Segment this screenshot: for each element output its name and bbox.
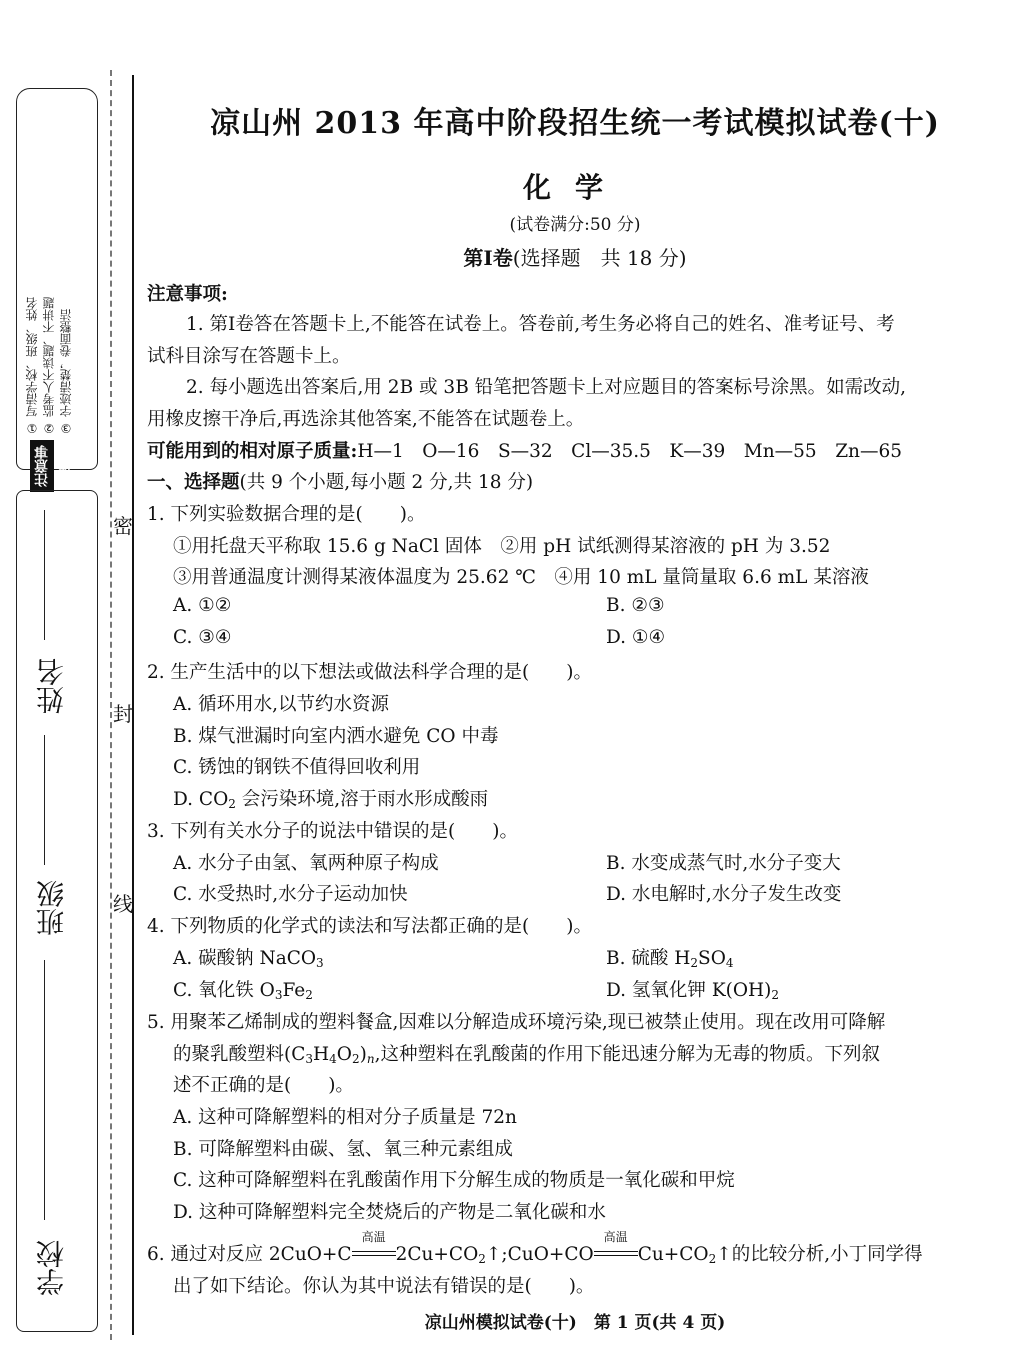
q3-option-b[interactable]: B. 水变成蒸气时,水分子变大	[606, 853, 841, 874]
high-temp-equals-2	[594, 1230, 638, 1265]
note-2a: 2. 每小题选出答案后,用 2B 或 3B 铅笔把答题卡上对应题目的答案标号涂黑。如需改动,	[186, 377, 907, 398]
q6-sub-1: 2	[478, 1252, 486, 1266]
q5-formula-b: H	[313, 1044, 330, 1065]
seal-char-feng: 封	[113, 702, 133, 726]
note-1a: 1. 第Ⅰ卷答在答题卡上,不能答在试卷上。答卷前,考生务必将自己的姓名、准考证号、考	[186, 314, 895, 335]
q1-option-a[interactable]: A. ①②	[173, 595, 232, 616]
q2-option-d[interactable]	[173, 785, 488, 811]
notice-items: ① 写清学校、班级、姓名 ② 监考人不读题、不讲题 ③ 字迹清楚，卷面整洁	[25, 297, 73, 435]
part-label: 第Ⅰ卷	[463, 246, 513, 270]
q5-sub-3: 2	[351, 1052, 360, 1066]
q5-sub-n: n	[366, 1052, 375, 1066]
subject-title: 化学	[522, 171, 627, 204]
equals-sign-2	[594, 1251, 638, 1256]
name-label: 姓名	[35, 658, 68, 714]
q5-sub-1: 3	[305, 1052, 314, 1066]
q4-b-sub-1: 2	[690, 956, 699, 970]
q4-d-sub: 2	[771, 988, 780, 1002]
q3-option-c[interactable]: C. 水受热时,水分子运动加快	[173, 884, 408, 905]
q6-text-5: ↑的比较分析,小丁同学得	[716, 1244, 923, 1265]
atomic-mass-line	[147, 437, 902, 463]
q2-option-b[interactable]: B. 煤气泄漏时向室内洒水避免 CO 中毒	[173, 726, 499, 747]
q5-stem-1: 5. 用聚苯乙烯制成的塑料餐盒,因难以分解造成环境污染,现已被禁止使用。现在改用可降解	[147, 1012, 886, 1033]
q1-stem: 1. 下列实验数据合理的是( )。	[147, 504, 426, 525]
q1-statements-2: ③用普通温度计测得某液体温度为 25.62 ℃ ④用 10 mL 量筒量取 6.6 mL 某溶液	[173, 567, 869, 588]
seal-char-xian: 线	[113, 892, 133, 916]
seal-char-mi: 密	[113, 514, 133, 538]
q4-b-text-2: SO	[698, 948, 726, 969]
q1-option-c[interactable]: C. ③④	[173, 627, 232, 648]
q6-text-3: ↑;CuO+CO	[485, 1244, 594, 1265]
q3-stem: 3. 下列有关水分子的说法中错误的是( )。	[147, 821, 518, 842]
q5-formula-d: )	[359, 1044, 367, 1065]
atomic-mass-label: 可能用到的相对原子质量:	[147, 441, 358, 462]
q2-option-c[interactable]: C. 锈蚀的钢铁不值得回收利用	[173, 757, 421, 778]
equals-sign-1	[352, 1251, 396, 1256]
q4-c-text-1: C. 氧化铁 O	[173, 980, 275, 1001]
high-temp-equals-1	[352, 1230, 396, 1265]
q2-d-text-1: D. CO	[173, 789, 229, 810]
q2-stem: 2. 生产生活中的以下想法或做法科学合理的是( )。	[147, 662, 592, 683]
q3-option-a[interactable]: A. 水分子由氢、氧两种原子构成	[173, 853, 439, 874]
q4-d-text: D. 氢氧化钾 K(OH)	[606, 980, 772, 1001]
note-2b: 用橡皮擦干净后,再选涂其他答案,不能答在试题卷上。	[147, 409, 585, 430]
q1-option-b[interactable]: B. ②③	[606, 595, 665, 616]
q5-formula-a: 的聚乳酸塑料(C	[173, 1044, 306, 1065]
q4-option-d[interactable]	[606, 976, 779, 1002]
q4-option-b[interactable]	[606, 944, 734, 970]
name-fill-line[interactable]	[44, 510, 45, 640]
class-fill-line-top	[44, 735, 45, 865]
q5-option-d[interactable]: D. 这种可降解塑料完全焚烧后的产物是二氧化碳和水	[173, 1202, 606, 1223]
section-desc: (共 9 个小题,每小题 2 分,共 18 分)	[239, 472, 534, 493]
q4-stem: 4. 下列物质的化学式的读法和写法都正确的是( )。	[147, 916, 592, 937]
class-fill-line[interactable]	[44, 960, 45, 1220]
high-temp-label-1: 高温	[361, 1230, 386, 1244]
q6-stem-2: 出了如下结论。你认为其中说法有错误的是( )。	[173, 1276, 595, 1297]
q4-option-a[interactable]	[173, 944, 324, 970]
q5-option-c[interactable]: C. 这种可降解塑料在乳酸菌作用下分解生成的物质是一氧化碳和甲烷	[173, 1170, 735, 1191]
section-title	[147, 468, 533, 494]
q6-stem-1	[147, 1230, 923, 1266]
q6-sub-2: 2	[708, 1252, 717, 1266]
section-label: 一、选择题	[147, 472, 240, 493]
q1-option-d[interactable]: D. ①④	[606, 627, 666, 648]
q4-c-sub-2: 2	[305, 988, 313, 1002]
notice-tab: 注意事项	[30, 440, 54, 492]
q5-stem-3: 述不正确的是( )。	[173, 1075, 354, 1096]
school-label: 学校	[35, 1240, 68, 1296]
q2-d-sub: 2	[228, 797, 236, 811]
notes-heading: 注意事项:	[147, 284, 228, 305]
atomic-mass-values: H—1 O—16 S—32 Cl—35.5 K—39 Mn—55 Zn—65	[357, 441, 903, 462]
q5-sub-2: 4	[329, 1052, 337, 1066]
q4-b-sub-2: 4	[725, 956, 734, 970]
high-temp-label-2: 高温	[603, 1230, 628, 1244]
class-label: 班级	[35, 880, 68, 936]
part-title	[160, 242, 990, 271]
q6-text-2: 2Cu+CO	[395, 1244, 479, 1265]
note-1b: 试科目涂写在答题卡上。	[147, 346, 351, 367]
q6-text-4: Cu+CO	[637, 1244, 709, 1265]
q2-d-text-2: 会污染环境,溶于雨水形成酸雨	[235, 789, 489, 810]
page-footer: 凉山州模拟试卷(十) 第 1 页(共 4 页)	[424, 1313, 726, 1333]
q4-a-text: A. 碳酸钠 NaCO	[173, 948, 317, 969]
exam-title: 凉山州 2013 年高中阶段招生统一考试模拟试卷(十)	[210, 106, 940, 141]
q1-statements-1: ①用托盘天平称取 15.6 g NaCl 固体 ②用 pH 试纸测得某溶液的 pH 为 3.52	[173, 536, 831, 557]
q5-formula-c: O	[336, 1044, 352, 1065]
q4-b-text-1: B. 硫酸 H	[606, 948, 691, 969]
q2-option-a[interactable]: A. 循环用水,以节约水资源	[173, 694, 390, 715]
q4-option-c[interactable]	[173, 976, 313, 1002]
q6-text-1: 6. 通过对反应 2CuO+C	[147, 1244, 352, 1265]
part-desc: (选择题 共 18 分)	[512, 246, 687, 270]
q4-a-sub: 3	[316, 956, 324, 970]
full-score: (试卷满分:50 分)	[509, 215, 641, 235]
q5-option-b[interactable]: B. 可降解塑料由碳、氢、氧三种元素组成	[173, 1139, 513, 1160]
q3-option-d[interactable]: D. 水电解时,水分子发生改变	[606, 884, 842, 905]
q5-formula-e: ,这种塑料在乳酸菌的作用下能迅速分解为无毒的物质。下列叙	[374, 1044, 880, 1065]
q5-stem-2	[173, 1040, 880, 1066]
q4-c-text-2: Fe	[282, 980, 306, 1001]
q4-c-sub-1: 3	[274, 988, 283, 1002]
q5-option-a[interactable]: A. 这种可降解塑料的相对分子质量是 72n	[173, 1107, 517, 1128]
